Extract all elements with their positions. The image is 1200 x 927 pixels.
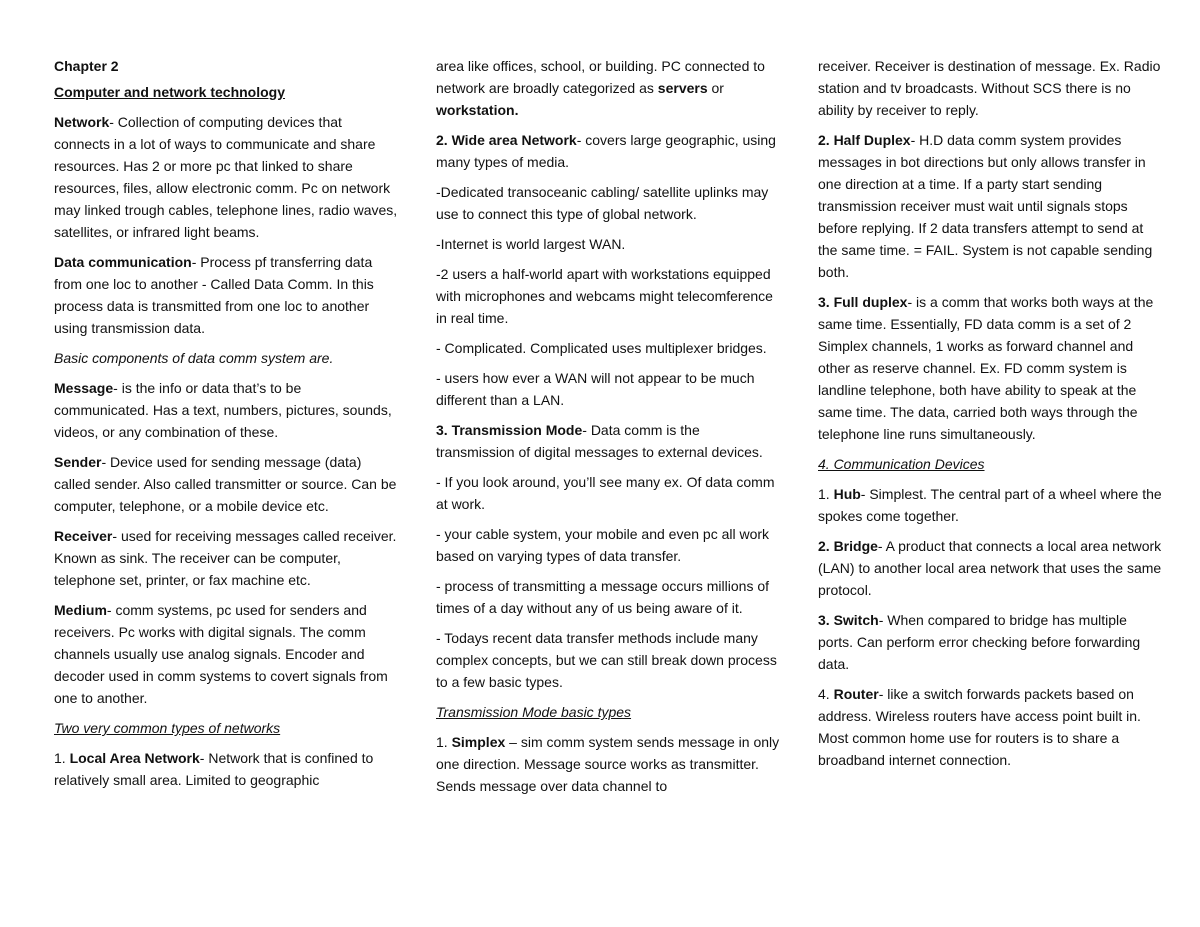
wan-point-4: - Complicated. Complicated uses multiplexer bridges. [436, 340, 767, 356]
hub-paragraph [818, 483, 1163, 527]
wan-point-5: - users how ever a WAN will not appear to be much different than a LAN. [436, 370, 755, 408]
full-duplex-paragraph [818, 291, 1163, 445]
transmission-point-3: - process of transmitting a message occurs millions of times of a day without any of us being aware of it. [436, 578, 770, 616]
wan-point-3: -2 users a half-world apart with workstations equipped with microphones and webcams might telecomference in real time. [436, 266, 773, 326]
network-text: - Collection of computing devices that connects in a lot of ways to communicate and share resources. Has 2 or more pc that linked to share resources, files, allow electronic comm. Pc on network may linked trough cables, telephone lines, radio waves, satellites, or infrared light beams. [54, 114, 398, 240]
section-heading: Computer and network technology [54, 84, 286, 100]
hub-number: 1. [818, 486, 834, 502]
transmission-mode-paragraph [436, 419, 781, 463]
message-term: Message [54, 380, 114, 396]
simplex-number: 1. [436, 734, 452, 750]
half-duplex-text: - H.D data comm system provides messages in bot directions but only allows transfer in one direction at a time. If a party start sending transmission receiver must wait until signals stops before replying. If 2 data transfers attempt to send at the same time. = FAIL. System is not capable sending both. [818, 132, 1153, 280]
full-duplex-term: 3. Full duplex [818, 294, 908, 310]
data-communication-paragraph [54, 251, 399, 339]
hub-text: - Simplest. The central part of a wheel where the spokes come together. [818, 486, 1162, 524]
medium-paragraph [54, 599, 399, 709]
receiver-text: - used for receiving messages called receiver. Known as sink. The receiver can be computer, telephone set, printer, or fax machine etc. [54, 528, 397, 588]
lan-paragraph [54, 747, 399, 791]
chapter-title: Chapter 2 [54, 58, 119, 74]
lan-term: Local Area Network [69, 750, 200, 766]
column-2 [436, 55, 781, 805]
data-communication-text: - Process pf transferring data from one loc to another - Called Data Comm. In this process data is transmitted from one loc to another using transmission data. [54, 254, 374, 336]
transmission-mode-text: - Data comm is the transmission of digital messages to external devices. [436, 422, 763, 460]
full-duplex-text: - is a comm that works both ways at the same time. Essentially, FD data comm is a set of 2 Simplex channels, 1 works as forward channel and other as reserve channel. Ex. FD comm system is landline telephone, both have ability to speak at the same time. The data, carried both ways through the telephone line runs simultaneously. [818, 294, 1154, 442]
sender-paragraph [54, 451, 399, 517]
transmission-point-1: - If you look around, you’ll see many ex. Of data comm at work. [436, 474, 775, 512]
lan-continued-text: area like offices, school, or building. PC connected to network are broadly categorized as [436, 58, 765, 96]
communication-devices-heading: 4. Communication Devices [818, 456, 985, 472]
receiver-paragraph [54, 525, 399, 591]
medium-text: - comm systems, pc used for senders and receivers. Pc works with digital signals. The comm channels usually use analog signals. Encoder and decoder used in comm systems to covert signals from one to another. [54, 602, 388, 706]
column-3 [818, 55, 1163, 779]
network-paragraph [54, 111, 399, 243]
network-term: Network [54, 114, 110, 130]
lan-continued-paragraph [436, 55, 781, 121]
transmission-basic-types-heading: Transmission Mode basic types [436, 704, 632, 720]
simplex-continued-paragraph: receiver. Receiver is destination of message. Ex. Radio station and tv broadcasts. Without SCS there is no ability by receiver to reply. [818, 58, 1161, 118]
router-number: 4. [818, 686, 834, 702]
hub-term: Hub [833, 486, 861, 502]
wan-term: 2. Wide area Network [436, 132, 577, 148]
wan-paragraph [436, 129, 781, 173]
message-text: - is the info or data that’s to be communicated. Has a text, numbers, pictures, sounds, videos, or any combination of these. [54, 380, 392, 440]
network-types-heading: Two very common types of networks [54, 720, 281, 736]
wan-text: - covers large geographic, using many types of media. [436, 132, 776, 170]
wan-point-1: -Dedicated transoceanic cabling/ satellite uplinks may use to connect this type of global network. [436, 184, 769, 222]
switch-text: - When compared to bridge has multiple ports. Can perform error checking before forwarding data. [818, 612, 1141, 672]
switch-paragraph [818, 609, 1163, 675]
bridge-term: 2. Bridge [818, 538, 878, 554]
simplex-text: – sim comm system sends message in only one direction. Message source works as transmitter. Sends message over data channel to [436, 734, 780, 794]
wan-point-2: -Internet is world largest WAN. [436, 236, 626, 252]
transmission-point-4: - Todays recent data transfer methods include many complex concepts, but we can still break down process to a few basic types. [436, 630, 777, 690]
data-communication-term: Data communication [54, 254, 192, 270]
half-duplex-term: 2. Half Duplex [818, 132, 911, 148]
bridge-text: - A product that connects a local area network (LAN) to another local area network that uses the same protocol. [818, 538, 1162, 598]
bridge-paragraph [818, 535, 1163, 601]
workstation-term: workstation. [436, 102, 519, 118]
sender-text: - Device used for sending message (data) called sender. Also called transmitter or source. Can be computer, telephone, or a mobile device etc. [54, 454, 397, 514]
basic-components-heading: Basic components of data comm system are. [54, 350, 334, 366]
simplex-paragraph [436, 731, 781, 797]
lan-number: 1. [54, 750, 70, 766]
half-duplex-paragraph [818, 129, 1163, 283]
router-term: Router [833, 686, 879, 702]
message-paragraph [54, 377, 399, 443]
lan-continued-mid: or [707, 80, 724, 96]
router-text: - like a switch forwards packets based on address. Wireless routers have access point built in. Most common home use for routers is to share a broadband internet connection. [818, 686, 1141, 768]
servers-term: servers [657, 80, 708, 96]
simplex-term: Simplex [451, 734, 506, 750]
router-paragraph [818, 683, 1163, 771]
medium-term: Medium [54, 602, 107, 618]
switch-term: 3. Switch [818, 612, 879, 628]
receiver-term: Receiver [54, 528, 113, 544]
transmission-mode-term: 3. Transmission Mode [436, 422, 583, 438]
transmission-point-2: - your cable system, your mobile and even pc all work based on varying types of data transfer. [436, 526, 770, 564]
sender-term: Sender [54, 454, 102, 470]
column-1 [54, 55, 399, 799]
lan-text: - Network that is confined to relatively small area. Limited to geographic [54, 750, 374, 788]
